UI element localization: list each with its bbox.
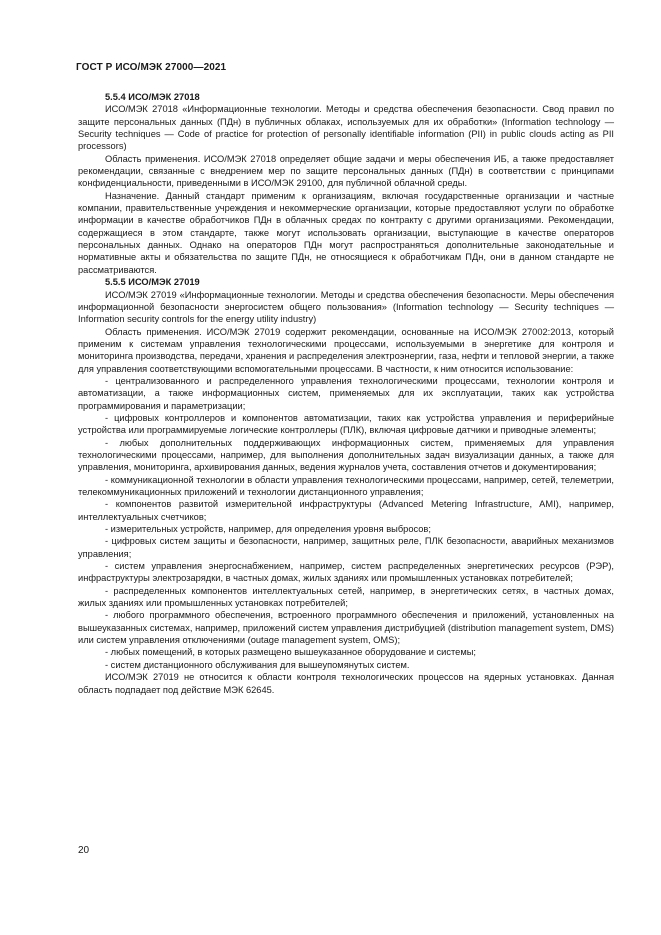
list-item: - любого программного обеспечения, встроенного программного обеспечения и приложений, установленных на вышеуказанных системах, например, приложений систем управления дистрибуцией (distribution management system, DMS) или систем управления отключениями (outage management system, OMS);	[78, 610, 614, 646]
paragraph: Назначение. Данный стандарт применим к организациям, включая государственные организации и частные компании, правительственные учреждения и некоммерческие организации, которые предоставляют услуги по обработке информации в качестве обработчиков ПДн в облачных средах по контракту с другими организациями. Рекомендации, содержащиеся в этом стандарте, также могут использовать организации, выступающие в качестве операторов персональных данных. Однако на операторов ПДн могут распространяться дополнительные законодательные и нормативные акты и обязательства по защите ПДн, не относящиеся к обработчикам ПДн, они в данном стандарте не рассматриваются.	[78, 190, 614, 275]
list-item: - систем дистанционного обслуживания для вышеупомянутых систем.	[105, 659, 410, 670]
list-item: - измерительных устройств, например, для определения уровня выбросов;	[105, 524, 431, 535]
list-item: - цифровых систем защиты и безопасности, например, защитных реле, ПЛК безопасности, аварийных механизмов управления;	[78, 536, 614, 559]
document-header: ГОСТ Р ИСО/МЭК 27000—2021	[76, 62, 227, 73]
paragraph: Область применения. ИСО/МЭК 27019 содержит рекомендации, основанные на ИСО/МЭК 27002:2013, который применим к системам управления технологическими процессами, используемыми в энергетике для контроля и мониторинга производства, передачи, хранения и распределения электроэнергии, газа, нефти и тепловой энергии, а также для управления соответствующими вспомогательными процессами. В частности, к ним относится использование:	[78, 326, 614, 374]
section-heading-5-5-5: 5.5.5 ИСО/МЭК 27019	[105, 277, 200, 288]
paragraph: ИСО/МЭК 27018 «Информационные технологии. Методы и средства обеспечения безопасности. Свод правил по защите персональных данных (ПДн) в публичных облаках, используемых для их обработки» (Information technology — Security techniques — Code of practice for protection of personally identifiable information (PII) in public clouds acting as PII processors)	[78, 104, 614, 152]
list-item: - цифровых контроллеров и компонентов автоматизации, таких как устройства управления и периферийные устройства или программируемые логические контроллеры (ПЛК), включая цифровые датчики и приводные элементы;	[78, 412, 614, 436]
page-number: 20	[78, 845, 90, 856]
paragraph: Область применения. ИСО/МЭК 27018 определяет общие задачи и меры обеспечения ИБ, а также предоставляет рекомендации, связанные с внедрением мер по защите персональных данных (ПДн) в соответствии с принципами конфиденциальности, приведенными в ИСО/МЭК 29100, для публичной облачной среды.	[78, 153, 614, 189]
list-item: - систем управления энергоснабжением, например, систем распределенных энергетических ресурсов (РЭР), инфраструктуры электрозарядки, в частных домах, жилых зданиях или промышленных установках потребителей;	[78, 561, 614, 584]
list-item: - централизованного и распределенного управления технологическими процессами, технологии контроля и автоматизации, а также информационных систем, применяемых для их эксплуатации, таких как устройства программирования и параметризации;	[78, 375, 614, 411]
section-heading-5-5-4: 5.5.4 ИСО/МЭК 27018	[105, 92, 200, 102]
list-item: - коммуникационной технологии в области управления технологическими процессами, например, сетей, телеметрии, телекоммуникационных приложений и технологии дистанционного управления;	[78, 474, 614, 497]
paragraph: ИСО/МЭК 27019 не относится к области контроля технологических процессов на ядерных установках. Данная область подпадает под действие МЭК 62645.	[78, 672, 614, 695]
paragraph: ИСО/МЭК 27019 «Информационные технологии. Методы и средства обеспечения безопасности. Меры обеспечения информационной безопасности энергосистем общего пользования» (Information technology — Security techniques — Information security controls for the energy utility industry)	[78, 289, 614, 325]
list-item: - любых помещений, в которых размещено вышеуказанное оборудование и системы;	[105, 647, 476, 658]
document-body	[78, 91, 614, 696]
list-item: - распределенных компонентов интеллектуальных сетей, например, в энергетических сетях, в частных домах, жилых зданиях или промышленных установках потребителей;	[78, 585, 614, 609]
list-item: - любых дополнительных поддерживающих информационных систем, применяемых для управления технологическими процессами, например, для выполнения дополнительных задач визуализации данных, а также для управления, мониторинга, архивирования данных, ведения журналов учета, составления отчетов и документирования;	[78, 437, 614, 473]
list-item: - компонентов развитой измерительной инфраструктуры (Advanced Metering Infrastructure, AMI), например, интеллектуальных счетчиков;	[78, 499, 614, 522]
